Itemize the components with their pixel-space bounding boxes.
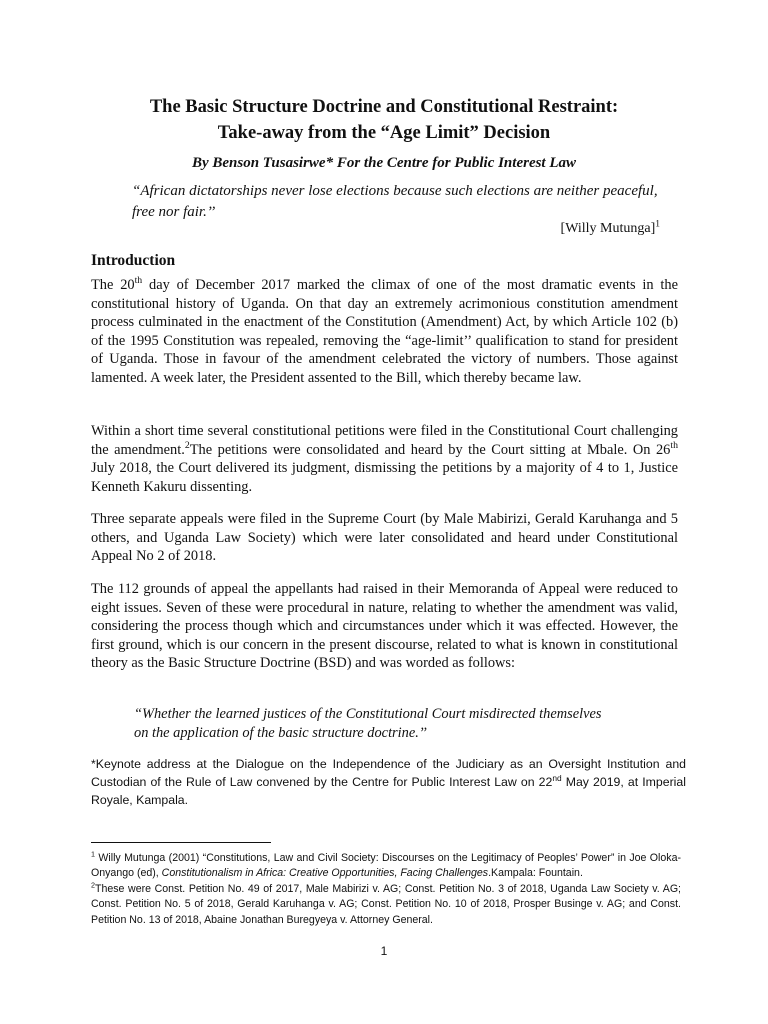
paragraph-3: Three separate appeals were filed in the Supreme Court (by Male Mabirizi, Gerald Karuhanga and 5 others, and Uganda Law Society) which were later consolidated and heard under Constitutional Appeal No 2 of 2018. [91,511,678,565]
footnote-2 [91,882,681,928]
footnote-1-mark: 1 [91,849,95,859]
footnote-separator [91,842,271,843]
ordinal-suffix: nd [552,773,562,784]
footnote-2-text: These were Const. Petition No. 49 of 2017, Male Mabirizi v. AG; Const. Petition No. 3 of 2018, Uganda Law Society v. AG; Const. Petition No. 5 of 2018, Gerald Karuhanga v. AG; Const. Petition No. 10 of 2018, Prosper Businge v. AG; and Const. Petition No. 13 of 2018, Abaine Jonathan Buregyeya v. Attorney General. [91,882,681,926]
paragraph-2-middle: The petitions were consolidated and heard by the Court sitting at Mbale. On 26 [189,441,671,458]
footnote-1-publisher: .Kampala: Fountain. [488,867,583,880]
paragraph-4: The 112 grounds of appeal the appellants had raised in their Memoranda of Appeal were reduced to eight issues. Seven of these were procedural in nature, relating to whether the amendment was valid, considering the process though which and circumstances under which it was effected. However, the first ground, which is our concern in the present discourse, related to what is known in constitutional theory as the Basic Structure Doctrine (BSD) and was worded as follows: [91,581,678,672]
quote-line-1: “Whether the learned justices of the Constitutional Court misdirected themselves [134,706,602,722]
footnote-1 [91,851,681,882]
page-number: 1 [380,944,388,958]
paragraph-1-rest: day of December 2017 marked the climax of one of the most dramatic events in the constitutional history of Uganda. On that day an extremely acrimonious constitution amendment process culminated in the enactment of the Constitution (Amendment) Act, by which Article 102 (b) of the 1995 Constitution was repealed, removing the “age-limit’’ qualification to stand for president of Uganda. Those in favour of the amendment celebrated the victory of numbers. Those against lamented. A week later, the President assented to the Bill, which thereby became law. [91,277,678,386]
attribution-text: [Willy Mutunga] [560,221,656,236]
footnote-ref-1[interactable]: 1 [655,219,660,230]
keynote-text-end: May 2019, at Imperial Royale, Kampala. [91,775,686,808]
paragraph-2 [91,422,678,496]
epigraph-attribution [561,220,660,238]
author-byline: By Benson Tusasirwe* For the Centre for Public Interest Law [191,155,577,171]
paragraph-2-end: July 2018, the Court delivered its judgment, dismissing the petitions by a majority of 4 to 1, Justice Kenneth Kakuru dissenting. [91,460,678,495]
paragraph-1-start: The 20 [91,277,135,293]
title-line-2: Take-away from the “Age Limit” Decision [217,123,551,143]
epigraph-quote: “African dictatorships never lose elections because such elections are neither peaceful, free nor fair.’’ [132,183,658,220]
footnotes [91,851,681,928]
footnote-2-mark: 2 [91,880,95,890]
ordinal-suffix: th [670,439,678,451]
keynote-text-start: *Keynote address at the Dialogue on the Independence of the Judiciary as an Oversight Institution and Custodian of the Rule of Law convened by the Centre for Public Interest Law on 22 [91,757,686,790]
block-quote-issue [134,705,674,743]
keynote-note [91,755,686,810]
document-title [60,94,708,146]
paragraph-2-start: Within a short time several constitutional petitions were filed in the Constitutional Court challenging the amendment. [91,423,678,458]
footnote-1-text: Willy Mutunga (2001) “Constitutions, Law and Civil Society: Discourses on the Legitimacy of Peoples’ Power” in Joe Oloka-Onyango (ed), [91,852,681,880]
quote-line-2: on the application of the basic structure doctrine.’’ [134,725,427,741]
footnote-1-book-title: Constitutionalism in Africa: Creative Opportunities, Facing Challenges [161,867,489,880]
title-line-1: The Basic Structure Doctrine and Constitutional Restraint: [149,97,619,117]
footnote-ref-2[interactable]: 2 [184,439,190,451]
ordinal-suffix: th [134,275,143,287]
paragraph-1 [91,276,678,388]
section-heading-introduction: Introduction [91,252,176,269]
